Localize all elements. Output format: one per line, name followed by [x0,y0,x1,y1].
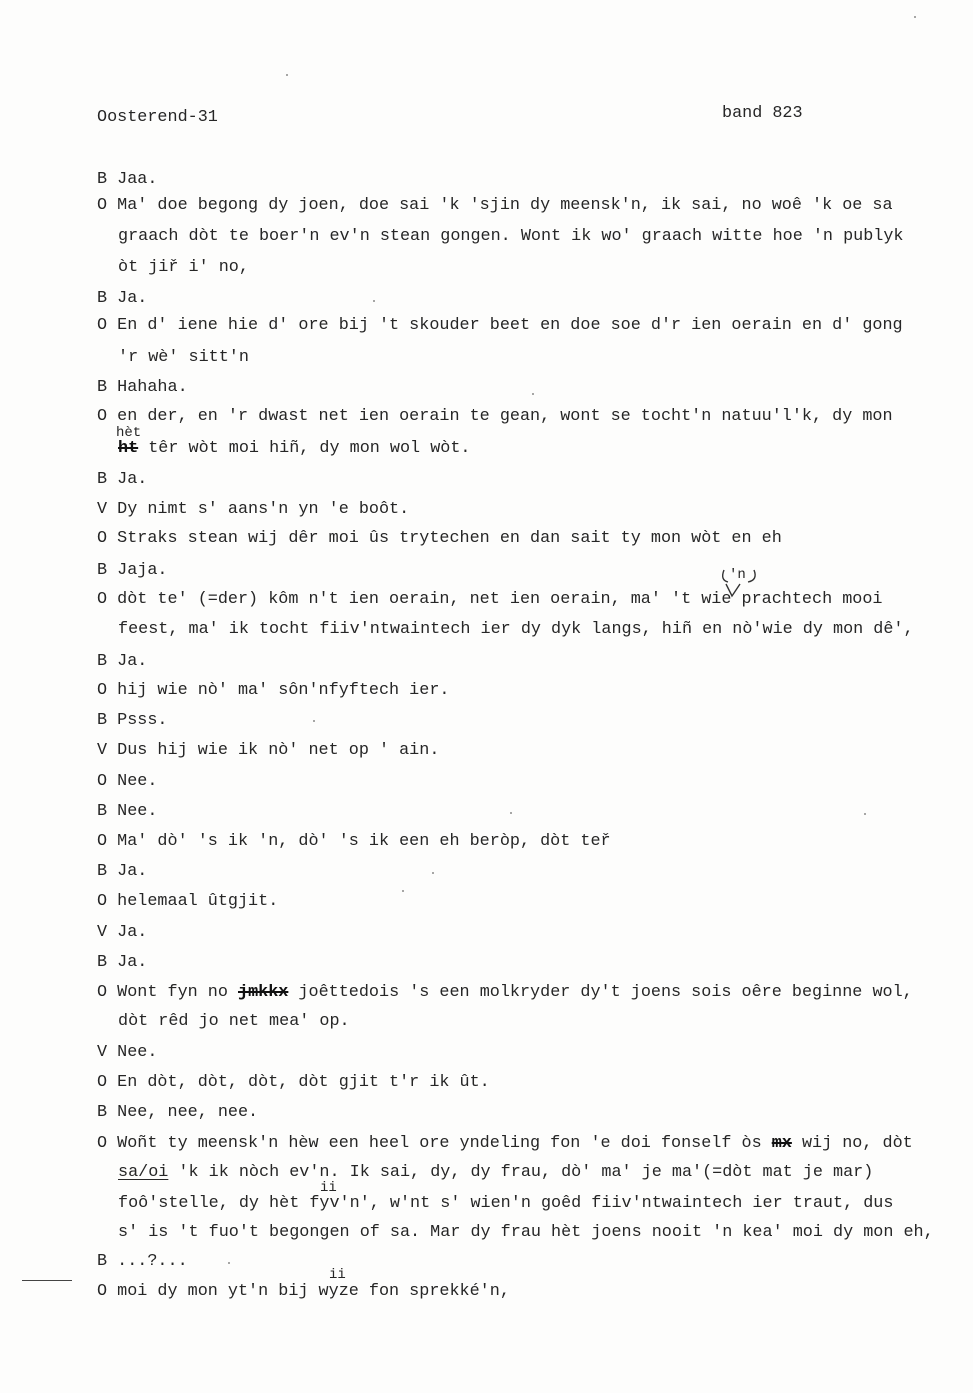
utterance-line [97,407,893,427]
speaker-label: O [97,316,108,335]
speaker-label: O [97,1282,108,1301]
utterance-line [97,802,157,822]
line-text: dòt te' (=der) kôm n't ien oerain, net ien oerain, ma' 't wie prachtech mooi [117,590,883,609]
struck-text: mx [771,1134,792,1153]
line-text: Ja. [117,862,148,881]
continuation-line [118,1012,350,1032]
utterance-line [97,1282,510,1302]
line-text: foô'stelle, dy hèt fyv'n', w'nt s' wien'n goêd fiiv'ntwaintech ier traut, dus [118,1194,894,1213]
continuation-line [118,258,249,278]
line-text: Hahaha. [117,378,188,397]
speaker-label: B [97,711,108,730]
speaker-label: B [97,1103,108,1122]
speaker-label: O [97,983,108,1002]
speaker-label: O [97,681,108,700]
line-text: s' is 't fuo't begongen of sa. Mar dy frau hèt joens nooit 'n kea' moi dy mon eh, [118,1223,934,1242]
utterance-line [97,1103,258,1123]
line-text: helemaal ûtgjit. [117,892,279,911]
utterance-line [97,711,168,731]
line-text: têr wòt moi hiñ, dy mon wol wòt. [138,439,471,458]
utterance-line [97,196,893,216]
line-text: Ja. [117,953,148,972]
paper-speck [373,300,375,302]
speaker-label: B [97,953,108,972]
speaker-label: B [97,289,108,308]
speaker-label: V [97,923,108,942]
line-text: Woñt ty meensk'n hèw een heel ore yndeling fon 'e doi fonself òs [117,1134,772,1153]
speaker-label: B [97,170,108,189]
continuation-line [118,1223,934,1243]
speaker-label: B [97,561,108,580]
paper-speck [914,16,916,18]
speaker-label: O [97,196,108,215]
utterance-line [97,316,903,336]
utterance-line [97,681,449,701]
handwritten-insertion: 'n [729,567,746,583]
handwritten-insertion: ii [320,1180,337,1196]
line-text: Nee. [117,802,158,821]
utterance-line [97,561,168,581]
line-text: Straks stean wij dêr moi ûs trytechen en dan sait ty mon wòt en eh [117,529,782,548]
utterance-line [97,983,913,1003]
utterance-line [97,1073,490,1093]
utterance-line [97,862,147,882]
utterance-line [97,1043,157,1063]
speaker-label: O [97,407,108,426]
utterance-line [97,741,439,761]
line-text: Psss. [117,711,168,730]
utterance-line [97,1252,188,1272]
speaker-label: V [97,741,108,760]
line-text: Nee. [117,1043,158,1062]
continuation-line [118,1163,873,1183]
speaker-label: B [97,378,108,397]
line-text: En dòt, dòt, dòt, dòt gjit t'r ik ût. [117,1073,490,1092]
line-text: Ja. [117,289,148,308]
speaker-label: V [97,500,108,519]
utterance-line [97,170,157,190]
band-number: band 823 [722,104,803,123]
utterance-line [97,832,611,852]
paper-speck [402,890,404,892]
utterance-line [97,590,883,610]
line-text: Ja. [117,470,148,489]
utterance-line [97,289,147,309]
handwritten-insertion: hèt [116,425,142,441]
line-text: en der, en 'r dwast net ien oerain te gean, wont se tocht'n natuu'l'k, dy mon [117,407,893,426]
line-text: dòt rêd jo net mea' op. [118,1012,350,1031]
document-title: Oosterend-31 [97,108,218,127]
line-text: Nee. [117,772,158,791]
line-text: Dus hij wie ik nò' net op ' ain. [117,741,440,760]
continuation-line [118,439,470,459]
line-text: òt jiř i' no, [118,258,249,277]
line-text: 'k ik nòch ev'n. Ik sai, dy, dy frau, dò' ma' je ma'(=dòt mat je mar) [168,1163,874,1182]
speaker-label: O [97,590,108,609]
speaker-label: O [97,529,108,548]
speaker-label: O [97,772,108,791]
paper-speck [228,1262,230,1264]
line-text: Jaja. [117,561,168,580]
struck-text: jmkkx [238,983,289,1002]
line-text: Wont fyn no [117,983,238,1002]
utterance-line [97,923,147,943]
line-text: hij wie nò' ma' sôn'nfyftech ier. [117,681,450,700]
utterance-line [97,652,147,672]
line-text: wij no, dòt [791,1134,913,1153]
line-text: moi dy mon yt'n bij wyze fon sprekké'n, [117,1282,510,1301]
paper-speck [864,813,866,815]
utterance-line [97,529,782,549]
margin-mark [22,1280,72,1281]
speaker-label: B [97,652,108,671]
speaker-label: O [97,832,108,851]
utterance-line [97,378,188,398]
continuation-line [118,348,249,368]
line-text: Nee, nee, nee. [117,1103,259,1122]
utterance-line [97,470,147,490]
line-text: En d' iene hie d' ore bij 't skouder beet en doe soe d'r ien oerain en d' gong [117,316,903,335]
paper-speck [510,812,512,814]
paper-speck [532,393,534,395]
line-text: Dy nimt s' aans'n yn 'e boôt. [117,500,410,519]
utterance-line [97,1134,913,1154]
speaker-label: O [97,1073,108,1092]
line-text: joêttedois 's een molkryder dy't joens sois oêre beginne wol, [288,983,913,1002]
paper-speck [432,872,434,874]
struck-text: ht [118,439,139,458]
line-text: Jaa. [117,170,158,189]
utterance-line [97,953,147,973]
line-text: Ma' dò' 's ik 'n, dò' 's ik een eh beròp, dòt teř [117,832,611,851]
speaker-label: V [97,1043,108,1062]
utterance-line [97,500,409,520]
utterance-line [97,892,278,912]
paper-speck [286,74,288,76]
continuation-line [118,227,904,247]
line-text: Ja. [117,652,148,671]
line-text: ...?... [117,1252,188,1271]
line-text: graach dòt te boer'n ev'n stean gongen. Wont ik wo' graach witte hoe 'n publyk [118,227,904,246]
line-text: Ma' doe begong dy joen, doe sai 'k 'sjin dy meensk'n, ik sai, no woê 'k oe sa [117,196,893,215]
line-text: Ja. [117,923,148,942]
speaker-label: O [97,1134,108,1153]
continuation-line [118,620,914,640]
speaker-label: B [97,802,108,821]
underlined-text: sa/oi [118,1163,169,1182]
speaker-label: B [97,1252,108,1271]
line-text: 'r wè' sitt'n [118,348,249,367]
handwritten-insertion: ii [329,1267,346,1283]
speaker-label: B [97,862,108,881]
utterance-line [97,772,157,792]
speaker-label: O [97,892,108,911]
speaker-label: B [97,470,108,489]
continuation-line [118,1194,893,1214]
paper-speck [313,720,315,722]
line-text: feest, ma' ik tocht fiiv'ntwaintech ier dy dyk langs, hiñ en nò'wie dy mon dê', [118,620,914,639]
